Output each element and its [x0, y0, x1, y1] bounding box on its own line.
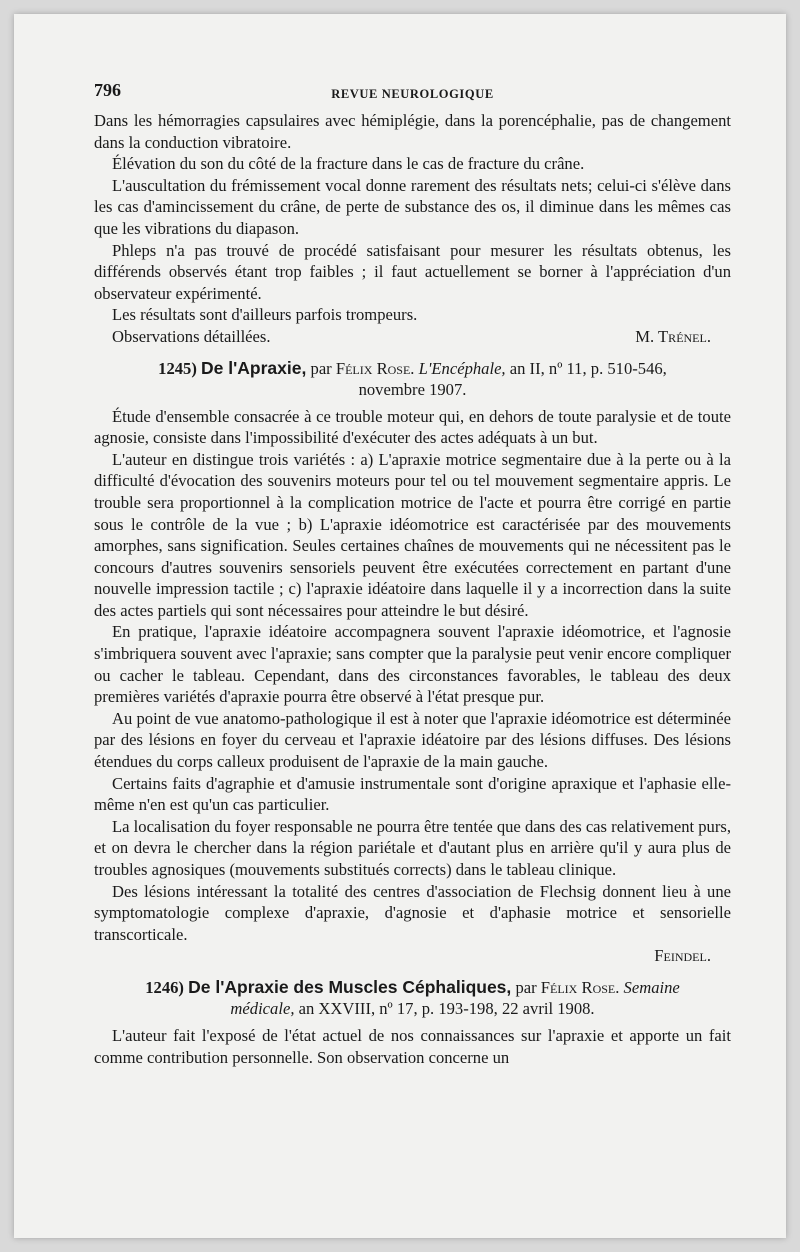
entry-journal: L'Encéphale, — [418, 358, 506, 378]
paragraph: L'auteur en distingue trois variétés : a) L'apraxie motrice segmentaire due à la perte ou à la difficulté d'évocation des souvenirs moteurs pour tel ou tel mouvement segmentaire appris. Le trouble sera proportionnel à la complication motrice de l'acte et pourra être corrigé en partie sous le contrôle de la vue ; b) L'apraxie idéomotrice est caractérisée par des mouvements amorphes, sans signification. Seules certaines chaînes de mouvements qui ne nécessitent pas le concours d'autres souvenirs sensoriels peuvent être exécutées correctement en partant d'une nouvelle impression tactile ; c) l'apraxie idéatoire dans laquelle il y a incorrection dans la suite des actes partiels qui sont nécessaires pour atteindre le but désiré. — [94, 449, 731, 620]
signature-line — [94, 326, 731, 348]
entry-journal-line2: médicale, — [230, 998, 295, 1018]
entry-citation-line2: novembre 1907. — [358, 379, 467, 399]
paragraph: L'auteur fait l'exposé de l'état actuel de nos connaissances sur l'apraxie et apporte un fait comme contribution personnelle. Son observation concerne un — [94, 1025, 731, 1067]
signature: Feindel. — [654, 946, 711, 966]
entry-title: De l'Apraxie des Muscles Céphaliques, — [188, 976, 512, 997]
paragraph: Phleps n'a pas trouvé de procédé satisfaisant pour mesurer les résultats obtenus, les différends observés étant trop faibles ; il faut actuellement se borner à l'appréciation d'un observateur expérimenté. — [94, 240, 731, 303]
signature: M. Trénel. — [635, 326, 711, 346]
paragraph: La localisation du foyer responsable ne pourra être tentée que dans des cas relativement purs, et on devra le chercher dans la région pariétale et d'autant plus en arrière qu'il y aura plus de troubles agnosiques (mouvements substitués corrects) dans le tableau clinique. — [94, 816, 731, 879]
entry-citation: an II, nº 11, p. 510-546, — [509, 358, 667, 378]
entry-by: par — [310, 358, 332, 378]
entry-citation: an XXVIII, nº 17, p. 193-198, 22 avril 1908. — [298, 998, 595, 1018]
entry-author: Félix Rose. — [540, 977, 620, 997]
paragraph: En pratique, l'apraxie idéatoire accompagnera souvent l'apraxie idéomotrice, et l'agnosie s'imbriquera souvent avec l'apraxie; sans compter que la paralysie peut venir encore compliquer ou cacher le tableau. Cependant, dans des circonstances favorables, le tableau des deux premières variétés d'apraxie pourra être observé à l'état presque pur. — [94, 622, 731, 707]
paragraph: Certains faits d'agraphie et d'amusie instrumentale sont d'origine apraxique et l'aphasie elle-même n'en est qu'un cas particulier. — [94, 773, 731, 815]
entry-heading — [94, 977, 731, 1019]
paragraph: Dans les hémorragies capsulaires avec hémiplégie, dans la porencéphalie, pas de changement dans la conduction vibratoire. — [94, 111, 731, 152]
paragraph: Au point de vue anatomo-pathologique il est à noter que l'apraxie idéomotrice est déterminée par des lésions en foyer du cerveau et l'apraxie idéatoire par des lésions diffuses. Des lésions étendues du corps calleux produisent de l'apraxie de la main gauche. — [94, 708, 731, 772]
signature-line — [94, 945, 731, 967]
entry-by: par — [515, 977, 537, 997]
entry-heading — [94, 358, 731, 400]
page-content — [94, 80, 731, 1068]
paragraph: Élévation du son du côté de la fracture dans le cas de fracture du crâne. — [112, 154, 585, 174]
paragraph: Les résultats sont d'ailleurs parfois trompeurs. — [112, 305, 418, 325]
page-header — [94, 80, 731, 110]
entry-number: 1246) — [145, 977, 184, 997]
paragraph: L'auscultation du frémissement vocal donne rarement des résultats nets; celui-ci s'élève dans les cas d'amincissement du crâne, de perte de substance des os, il diminue dans les mêmes cas que les vibrations du diapason. — [94, 175, 731, 238]
entry-journal: Semaine — [623, 977, 680, 997]
entry-number: 1245) — [158, 358, 197, 378]
paragraph: Des lésions intéressant la totalité des centres d'association de Flechsig donnent lieu à une symptomatologie complexe d'apraxie, d'agnosie et d'aphasie motrice et sensorielle transcorticale. — [94, 881, 731, 944]
paragraph: Étude d'ensemble consacrée à ce trouble moteur qui, en dehors de toute paralysie et de toute agnosie, consiste dans l'impossibilité d'exécuter des actes adéquats à un but. — [94, 406, 731, 448]
page — [14, 14, 786, 1238]
running-head: REVUE NEUROLOGIQUE — [331, 87, 494, 101]
page-number: 796 — [94, 80, 121, 100]
entry-title: De l'Apraxie, — [201, 357, 307, 378]
paragraph: Observations détaillées. — [112, 326, 271, 346]
entry-author: Félix Rose. — [335, 358, 415, 378]
